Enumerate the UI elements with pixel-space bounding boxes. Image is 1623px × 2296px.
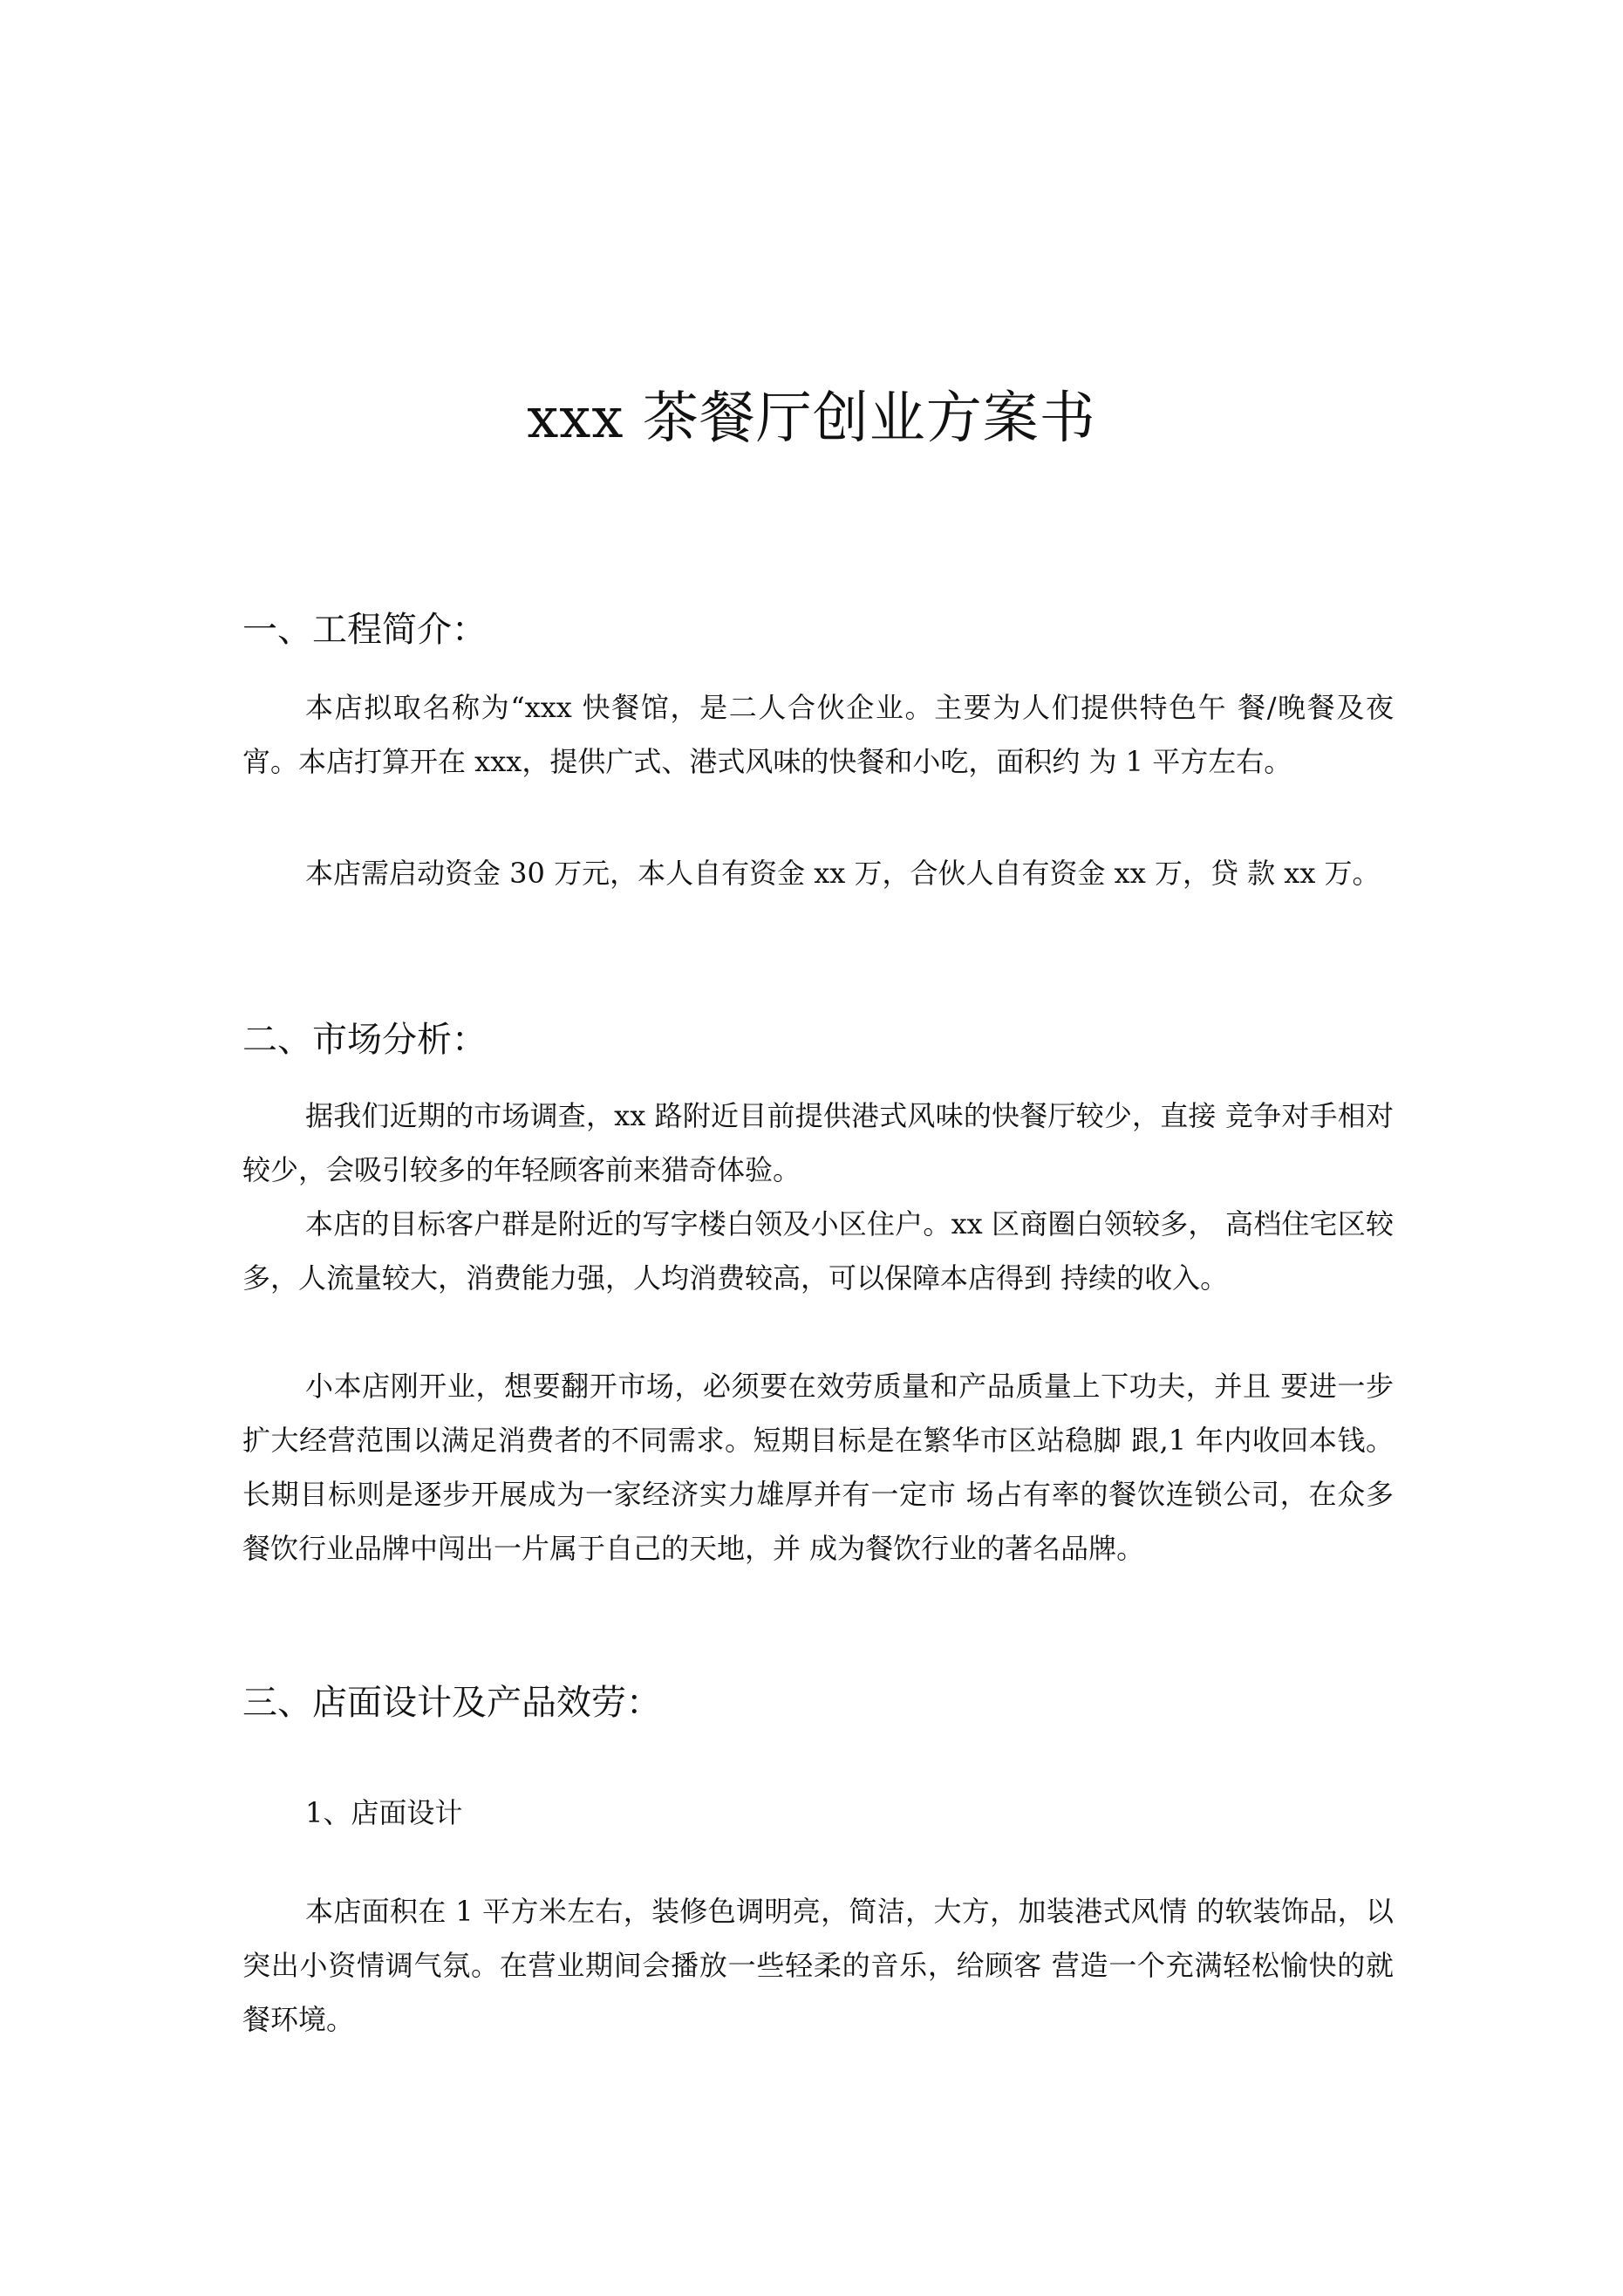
section-heading-overview: 一、工程简介：: [242, 610, 487, 650]
paragraph-overview-2: 本店需启动资金 30 万元，本人自有资金 xx 万，合伙人自有资金 xx 万，贷 款 xx 万。: [305, 857, 1381, 890]
section-heading-store-design: 三、店面设计及产品效劳：: [242, 1683, 661, 1723]
subheading-store-design: 1、店面设计: [305, 1796, 463, 1829]
paragraph-market-3: 小本店刚开业，想要翻开市场，必须要在效劳质量和产品质量上下功夫，并且 要进一步扩大经营范围以满足消费者的不同需求。短期目标是在繁华市区站稳脚 跟,1 年内收回本钱。长期目标则是逐步开展成为一家经济实力雄厚并有一定市 场占有率的餐饮连锁公司，在众多餐饮行业品牌中闯出一片属于自己的天地，并 成为餐饮行业的著名品牌。: [242, 1370, 1394, 1565]
paragraph-market-2: 本店的目标客户群是附近的写字楼白领及小区住户。xx 区商圈白领较多， 高档住宅区较多，人流量较大，消费能力强，人均消费较高，可以保障本店得到 持续的收入。: [242, 1207, 1394, 1295]
paragraph-market-1: 据我们近期的市场调查，xx 路附近目前提供港式风味的快餐厅较少，直接 竞争对手相对较少，会吸引较多的年轻顾客前来猎奇体验。: [242, 1099, 1394, 1186]
document-title: xxx 茶餐厅创业方案书: [527, 386, 1096, 451]
paragraph-store-design-1: 本店面积在 1 平方米左右，装修色调明亮，简洁，大方，加装港式风情 的软装饰品，以突出小资情调气氛。在营业期间会播放一些轻柔的音乐，给顾客 营造一个充满轻松愉快的就餐环境。: [242, 1895, 1394, 2036]
section-heading-market-analysis: 二、市场分析：: [242, 1020, 487, 1060]
paragraph-overview-1: 本店拟取名称为“xxx 快餐馆，是二人合伙企业。主要为人们提供特色午 餐/晚餐及夜宵。本店打算开在 xxx，提供广式、港式风味的快餐和小吃，面积约 为 1 平方左右。: [242, 691, 1394, 778]
